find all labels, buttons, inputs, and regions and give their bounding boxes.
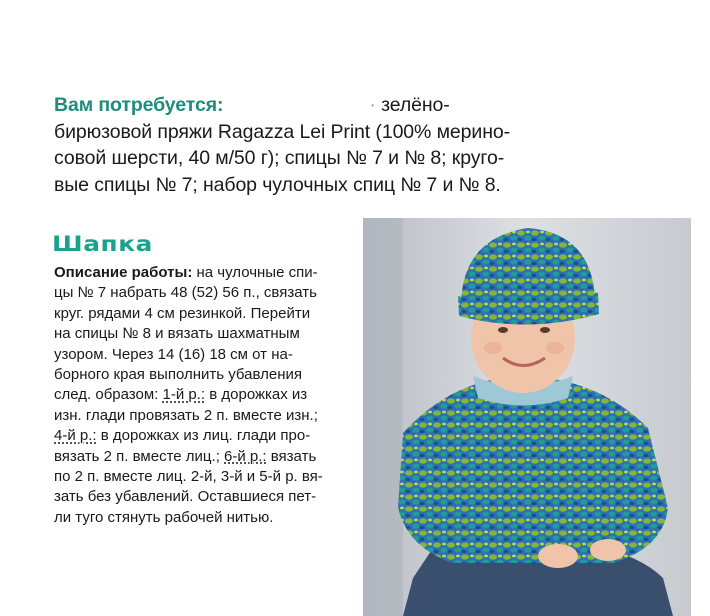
description-line: узором. Через 14 (16) 18 см от на- (54, 345, 293, 363)
description-line: на спицы № 8 и вязать шахматным (54, 325, 300, 343)
child-photo (363, 218, 691, 616)
description-line: круг. рядами 4 см резинкой. Перейти (54, 304, 311, 322)
materials-line-3: совой шерсти, 40 м/50 г); спицы № 7 и № 8; круго- (54, 147, 505, 169)
description-lead: Описание работы: (54, 264, 193, 281)
row-ref-6: 6-й р.: (224, 447, 267, 465)
description-line: изн. глади провязать 2 п. вместе изн.; (54, 406, 318, 424)
section-title: Шапка (52, 232, 153, 256)
materials-line-4: вые спицы № 7; набор чулочных спиц № 7 и № 8. (54, 173, 501, 196)
hand (538, 544, 578, 568)
description-line: Описание работы: на чулочные спи- (54, 264, 318, 281)
description-line: ли туго стянуть рабочей нитью. (54, 508, 274, 526)
materials-paragraph (54, 92, 574, 198)
materials-line-1-tail: зелёно- (381, 94, 450, 116)
hand (590, 539, 626, 561)
description-line: по 2 п. вместе лиц. 2-й, 3-й и 5-й р. вя- (54, 468, 323, 486)
description-line: зать без убавлений. Оставшиеся пет- (54, 488, 317, 506)
child-photo-illustration (363, 218, 691, 616)
materials-line-1 (54, 92, 574, 119)
materials-line-2: бирюзовой пряжи Ragazza Lei Print (100% мерино- (54, 120, 511, 143)
description-line: борного края выполнить убавления (54, 366, 303, 384)
row-ref-1: 1-й р.: (162, 386, 206, 404)
materials-dot: · (369, 94, 376, 116)
description-line: след. образом: 1-й р.: в дорожках из (54, 386, 308, 404)
description-paragraph (54, 263, 354, 528)
materials-lead: Вам потребуется: (54, 94, 224, 116)
description-line: цы № 7 набрать 48 (52) 56 п., связать (54, 284, 317, 302)
row-ref-4: 4-й р.: (54, 427, 97, 445)
description-line: вязать 2 п. вместе лиц.; 6-й р.: вязать (54, 447, 317, 465)
description-line: 4-й р.: в дорожках из лиц. глади про- (54, 427, 311, 445)
